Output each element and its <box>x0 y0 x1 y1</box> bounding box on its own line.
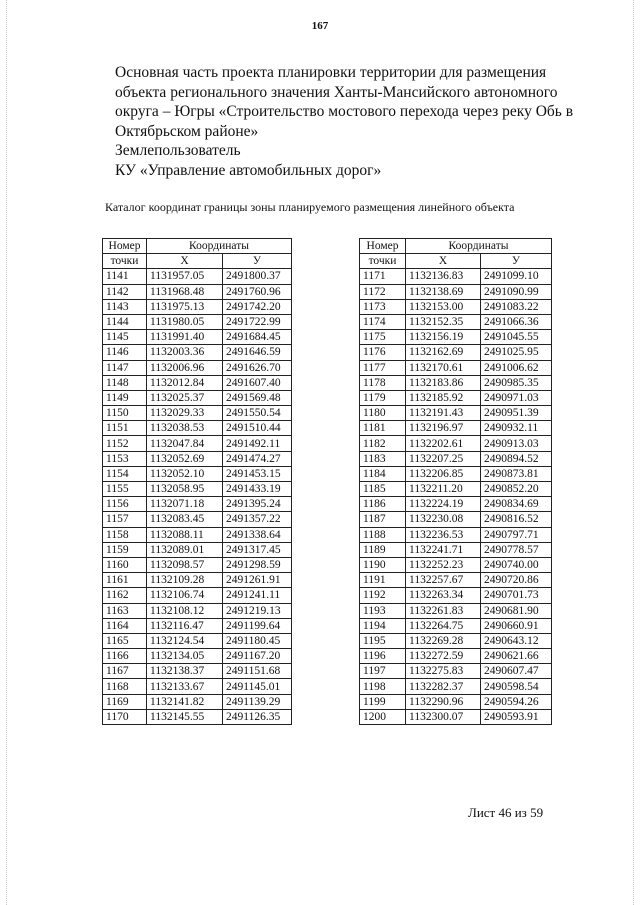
y-coordinate-cell: 2490643.12 <box>481 633 552 648</box>
x-coordinate-cell: 1132257.67 <box>406 573 481 588</box>
point-number-cell: 1163 <box>103 603 147 618</box>
x-coordinate-cell: 1132133.67 <box>147 679 223 694</box>
table-row <box>103 694 292 709</box>
y-coordinate-cell: 2491298.59 <box>223 557 292 572</box>
y-coordinate-cell: 2490720.86 <box>481 573 552 588</box>
table-row <box>360 709 552 724</box>
table-row <box>103 284 292 299</box>
y-coordinate-cell: 2490778.57 <box>481 542 552 557</box>
header-x: X <box>147 254 223 269</box>
y-coordinate-cell: 2490607.47 <box>481 664 552 679</box>
point-number-cell: 1172 <box>360 284 406 299</box>
y-coordinate-cell: 2491722.99 <box>223 314 292 329</box>
y-coordinate-cell: 2491025.95 <box>481 345 552 360</box>
table-row <box>360 497 552 512</box>
header-point-number: Номер <box>360 239 406 254</box>
point-number-cell: 1174 <box>360 314 406 329</box>
point-number-cell: 1162 <box>103 588 147 603</box>
point-number-cell: 1169 <box>103 694 147 709</box>
table-row <box>103 573 292 588</box>
y-coordinate-cell: 2490740.00 <box>481 557 552 572</box>
table-row <box>360 527 552 542</box>
document-heading <box>115 63 585 180</box>
x-coordinate-cell: 1132138.37 <box>147 664 223 679</box>
y-coordinate-cell: 2490951.39 <box>481 406 552 421</box>
point-number-cell: 1144 <box>103 314 147 329</box>
x-coordinate-cell: 1132145.55 <box>147 709 223 724</box>
table-row <box>360 406 552 421</box>
point-number-cell: 1187 <box>360 512 406 527</box>
x-coordinate-cell: 1131968.48 <box>147 284 223 299</box>
table-row <box>360 360 552 375</box>
point-number-cell: 1159 <box>103 542 147 557</box>
y-coordinate-cell: 2491453.15 <box>223 466 292 481</box>
x-coordinate-cell: 1132300.07 <box>406 709 481 724</box>
x-coordinate-cell: 1132098.57 <box>147 557 223 572</box>
y-coordinate-cell: 2491180.45 <box>223 633 292 648</box>
sheet-footer: Лист 46 из 59 <box>468 805 544 820</box>
x-coordinate-cell: 1132224.19 <box>406 497 481 512</box>
table-row <box>103 649 292 664</box>
x-coordinate-cell: 1132052.10 <box>147 466 223 481</box>
y-coordinate-cell: 2490985.35 <box>481 375 552 390</box>
table-row <box>103 436 292 451</box>
header-point-number: Номер <box>103 239 147 254</box>
y-coordinate-cell: 2491006.62 <box>481 360 552 375</box>
y-coordinate-cell: 2491066.36 <box>481 314 552 329</box>
header-coordinates: Координаты <box>406 239 552 254</box>
x-coordinate-cell: 1132025.37 <box>147 390 223 405</box>
y-coordinate-cell: 2490913.03 <box>481 436 552 451</box>
table-body-right <box>360 269 552 725</box>
y-coordinate-cell: 2491261.91 <box>223 573 292 588</box>
point-number-cell: 1157 <box>103 512 147 527</box>
x-coordinate-cell: 1132183.86 <box>406 375 481 390</box>
point-number-cell: 1168 <box>103 679 147 694</box>
y-coordinate-cell: 2490816.52 <box>481 512 552 527</box>
y-coordinate-cell: 2491626.70 <box>223 360 292 375</box>
x-coordinate-cell: 1132138.69 <box>406 284 481 299</box>
point-number-cell: 1167 <box>103 664 147 679</box>
point-number-cell: 1193 <box>360 603 406 618</box>
table-row <box>103 709 292 724</box>
table-row <box>360 375 552 390</box>
y-coordinate-cell: 2490932.11 <box>481 421 552 436</box>
point-number-cell: 1192 <box>360 588 406 603</box>
point-number-cell: 1166 <box>103 649 147 664</box>
y-coordinate-cell: 2491433.19 <box>223 482 292 497</box>
y-coordinate-cell: 2490598.54 <box>481 679 552 694</box>
point-number-cell: 1142 <box>103 284 147 299</box>
x-coordinate-cell: 1132071.18 <box>147 497 223 512</box>
x-coordinate-cell: 1132109.28 <box>147 573 223 588</box>
point-number-cell: 1164 <box>103 618 147 633</box>
table-row <box>103 618 292 633</box>
y-coordinate-cell: 2491474.27 <box>223 451 292 466</box>
scan-edge-right <box>633 0 635 905</box>
y-coordinate-cell: 2491800.37 <box>223 269 292 284</box>
table-row <box>360 314 552 329</box>
point-number-cell: 1150 <box>103 406 147 421</box>
table-row <box>103 375 292 390</box>
table-row <box>103 451 292 466</box>
table-row <box>103 557 292 572</box>
x-coordinate-cell: 1132088.11 <box>147 527 223 542</box>
x-coordinate-cell: 1132162.69 <box>406 345 481 360</box>
point-number-cell: 1145 <box>103 330 147 345</box>
x-coordinate-cell: 1132058.95 <box>147 482 223 497</box>
point-number-cell: 1161 <box>103 573 147 588</box>
table-row <box>103 497 292 512</box>
y-coordinate-cell: 2491607.40 <box>223 375 292 390</box>
y-coordinate-cell: 2491219.13 <box>223 603 292 618</box>
y-coordinate-cell: 2491045.55 <box>481 330 552 345</box>
x-coordinate-cell: 1132191.43 <box>406 406 481 421</box>
y-coordinate-cell: 2491167.20 <box>223 649 292 664</box>
table-row <box>103 603 292 618</box>
point-number-cell: 1165 <box>103 633 147 648</box>
table-row <box>360 694 552 709</box>
point-number-cell: 1173 <box>360 299 406 314</box>
y-coordinate-cell: 2491684.45 <box>223 330 292 345</box>
x-coordinate-cell: 1131980.05 <box>147 314 223 329</box>
table-row <box>360 421 552 436</box>
point-number-cell: 1147 <box>103 360 147 375</box>
point-number-cell: 1183 <box>360 451 406 466</box>
table-row <box>103 679 292 694</box>
y-coordinate-cell: 2490852.20 <box>481 482 552 497</box>
page-number: 167 <box>311 20 329 32</box>
x-coordinate-cell: 1132134.05 <box>147 649 223 664</box>
x-coordinate-cell: 1132006.96 <box>147 360 223 375</box>
table-row <box>103 527 292 542</box>
x-coordinate-cell: 1132206.85 <box>406 466 481 481</box>
y-coordinate-cell: 2490593.91 <box>481 709 552 724</box>
table-row <box>360 466 552 481</box>
table-row <box>360 330 552 345</box>
table-row <box>103 314 292 329</box>
x-coordinate-cell: 1132264.75 <box>406 618 481 633</box>
heading-line: КУ «Управление автомобильных дорог» <box>115 161 382 179</box>
point-number-cell: 1149 <box>103 390 147 405</box>
x-coordinate-cell: 1132089.01 <box>147 542 223 557</box>
header-x: X <box>406 254 481 269</box>
point-number-cell: 1177 <box>360 360 406 375</box>
table-row <box>360 542 552 557</box>
y-coordinate-cell: 2491126.35 <box>223 709 292 724</box>
x-coordinate-cell: 1131991.40 <box>147 330 223 345</box>
x-coordinate-cell: 1132185.92 <box>406 390 481 405</box>
table-row <box>103 345 292 360</box>
table-row <box>360 649 552 664</box>
table-row <box>360 588 552 603</box>
x-coordinate-cell: 1132136.83 <box>406 269 481 284</box>
point-number-cell: 1179 <box>360 390 406 405</box>
heading-line: Основная часть проекта планировки территории для размещения <box>115 64 547 81</box>
y-coordinate-cell: 2490621.66 <box>481 649 552 664</box>
table-row <box>103 542 292 557</box>
y-coordinate-cell: 2490797.71 <box>481 527 552 542</box>
header-point-label: точки <box>360 254 406 269</box>
table-row <box>103 482 292 497</box>
x-coordinate-cell: 1132269.28 <box>406 633 481 648</box>
table-row <box>360 618 552 633</box>
x-coordinate-cell: 1132108.12 <box>147 603 223 618</box>
table-row <box>360 390 552 405</box>
point-number-cell: 1158 <box>103 527 147 542</box>
point-number-cell: 1143 <box>103 299 147 314</box>
point-number-cell: 1155 <box>103 482 147 497</box>
point-number-cell: 1170 <box>103 709 147 724</box>
point-number-cell: 1182 <box>360 436 406 451</box>
y-coordinate-cell: 2490681.90 <box>481 603 552 618</box>
header-point-label: точки <box>103 254 147 269</box>
y-coordinate-cell: 2490971.03 <box>481 390 552 405</box>
heading-line: Землепользователь <box>115 142 241 159</box>
heading-line: объекта регионального значения Ханты-Мансийского автономного <box>115 83 558 101</box>
table-row <box>103 406 292 421</box>
y-coordinate-cell: 2491742.20 <box>223 299 292 314</box>
table-row <box>103 330 292 345</box>
table-row <box>360 557 552 572</box>
x-coordinate-cell: 1132272.59 <box>406 649 481 664</box>
y-coordinate-cell: 2491199.64 <box>223 618 292 633</box>
y-coordinate-cell: 2490660.91 <box>481 618 552 633</box>
y-coordinate-cell: 2490894.52 <box>481 451 552 466</box>
y-coordinate-cell: 2491760.96 <box>223 284 292 299</box>
x-coordinate-cell: 1131975.13 <box>147 299 223 314</box>
x-coordinate-cell: 1132029.33 <box>147 406 223 421</box>
table-row <box>360 284 552 299</box>
table-row <box>103 588 292 603</box>
table-row <box>360 436 552 451</box>
y-coordinate-cell: 2491241.11 <box>223 588 292 603</box>
point-number-cell: 1195 <box>360 633 406 648</box>
point-number-cell: 1160 <box>103 557 147 572</box>
y-coordinate-cell: 2491395.24 <box>223 497 292 512</box>
table-row <box>360 633 552 648</box>
table-row <box>360 451 552 466</box>
table-row <box>360 679 552 694</box>
x-coordinate-cell: 1132141.82 <box>147 694 223 709</box>
point-number-cell: 1199 <box>360 694 406 709</box>
x-coordinate-cell: 1132038.53 <box>147 421 223 436</box>
point-number-cell: 1178 <box>360 375 406 390</box>
x-coordinate-cell: 1132083.45 <box>147 512 223 527</box>
point-number-cell: 1154 <box>103 466 147 481</box>
x-coordinate-cell: 1132170.61 <box>406 360 481 375</box>
header-y: У <box>223 254 292 269</box>
x-coordinate-cell: 1132124.54 <box>147 633 223 648</box>
x-coordinate-cell: 1132236.53 <box>406 527 481 542</box>
x-coordinate-cell: 1132116.47 <box>147 618 223 633</box>
point-number-cell: 1148 <box>103 375 147 390</box>
point-number-cell: 1141 <box>103 269 147 284</box>
x-coordinate-cell: 1132047.84 <box>147 436 223 451</box>
point-number-cell: 1200 <box>360 709 406 724</box>
x-coordinate-cell: 1132282.37 <box>406 679 481 694</box>
table-row <box>103 664 292 679</box>
y-coordinate-cell: 2491510.44 <box>223 421 292 436</box>
table-row <box>360 345 552 360</box>
heading-line: округа – Югры «Строительство мостового перехода через реку Обь в <box>115 103 574 120</box>
table-row <box>360 269 552 284</box>
y-coordinate-cell: 2491145.01 <box>223 679 292 694</box>
y-coordinate-cell: 2491099.10 <box>481 269 552 284</box>
point-number-cell: 1181 <box>360 421 406 436</box>
table-row <box>103 299 292 314</box>
point-number-cell: 1185 <box>360 482 406 497</box>
x-coordinate-cell: 1132003.36 <box>147 345 223 360</box>
x-coordinate-cell: 1132153.00 <box>406 299 481 314</box>
table-row <box>103 360 292 375</box>
y-coordinate-cell: 2491139.29 <box>223 694 292 709</box>
point-number-cell: 1194 <box>360 618 406 633</box>
point-number-cell: 1151 <box>103 421 147 436</box>
table-row <box>360 664 552 679</box>
point-number-cell: 1171 <box>360 269 406 284</box>
x-coordinate-cell: 1132106.74 <box>147 588 223 603</box>
y-coordinate-cell: 2491492.11 <box>223 436 292 451</box>
header-y: У <box>481 254 552 269</box>
y-coordinate-cell: 2490834.69 <box>481 497 552 512</box>
point-number-cell: 1191 <box>360 573 406 588</box>
y-coordinate-cell: 2491550.54 <box>223 406 292 421</box>
y-coordinate-cell: 2491569.48 <box>223 390 292 405</box>
header-coordinates: Координаты <box>147 239 292 254</box>
scan-edge-left <box>6 0 8 905</box>
x-coordinate-cell: 1132241.71 <box>406 542 481 557</box>
point-number-cell: 1176 <box>360 345 406 360</box>
heading-line: Октябрьском районе» <box>115 122 259 140</box>
catalog-title: Каталог координат границы зоны планируемого размещения линейного объекта <box>105 200 515 214</box>
table-row <box>360 512 552 527</box>
point-number-cell: 1196 <box>360 649 406 664</box>
y-coordinate-cell: 2490594.26 <box>481 694 552 709</box>
point-number-cell: 1152 <box>103 436 147 451</box>
coordinates-table-right <box>359 238 552 725</box>
y-coordinate-cell: 2490701.73 <box>481 588 552 603</box>
y-coordinate-cell: 2491357.22 <box>223 512 292 527</box>
point-number-cell: 1180 <box>360 406 406 421</box>
table-row <box>360 603 552 618</box>
x-coordinate-cell: 1132207.25 <box>406 451 481 466</box>
point-number-cell: 1197 <box>360 664 406 679</box>
y-coordinate-cell: 2491151.68 <box>223 664 292 679</box>
y-coordinate-cell: 2491317.45 <box>223 542 292 557</box>
x-coordinate-cell: 1132012.84 <box>147 375 223 390</box>
y-coordinate-cell: 2491083.22 <box>481 299 552 314</box>
point-number-cell: 1175 <box>360 330 406 345</box>
x-coordinate-cell: 1132261.83 <box>406 603 481 618</box>
table-row <box>360 299 552 314</box>
point-number-cell: 1146 <box>103 345 147 360</box>
x-coordinate-cell: 1132290.96 <box>406 694 481 709</box>
x-coordinate-cell: 1132202.61 <box>406 436 481 451</box>
point-number-cell: 1198 <box>360 679 406 694</box>
x-coordinate-cell: 1132196.97 <box>406 421 481 436</box>
x-coordinate-cell: 1132152.35 <box>406 314 481 329</box>
point-number-cell: 1190 <box>360 557 406 572</box>
point-number-cell: 1188 <box>360 527 406 542</box>
table-row <box>103 633 292 648</box>
table-row <box>103 512 292 527</box>
coordinates-table-left <box>102 238 292 725</box>
x-coordinate-cell: 1132211.20 <box>406 482 481 497</box>
y-coordinate-cell: 2491090.99 <box>481 284 552 299</box>
y-coordinate-cell: 2490873.81 <box>481 466 552 481</box>
point-number-cell: 1153 <box>103 451 147 466</box>
table-row <box>103 466 292 481</box>
y-coordinate-cell: 2491338.64 <box>223 527 292 542</box>
table-row <box>360 482 552 497</box>
x-coordinate-cell: 1132156.19 <box>406 330 481 345</box>
table-row <box>103 269 292 284</box>
y-coordinate-cell: 2491646.59 <box>223 345 292 360</box>
point-number-cell: 1184 <box>360 466 406 481</box>
x-coordinate-cell: 1131957.05 <box>147 269 223 284</box>
table-row <box>360 573 552 588</box>
x-coordinate-cell: 1132263.34 <box>406 588 481 603</box>
table-row <box>103 421 292 436</box>
x-coordinate-cell: 1132252.23 <box>406 557 481 572</box>
point-number-cell: 1189 <box>360 542 406 557</box>
x-coordinate-cell: 1132275.83 <box>406 664 481 679</box>
table-row <box>103 390 292 405</box>
x-coordinate-cell: 1132230.08 <box>406 512 481 527</box>
table-body-left <box>103 269 292 725</box>
point-number-cell: 1186 <box>360 497 406 512</box>
x-coordinate-cell: 1132052.69 <box>147 451 223 466</box>
point-number-cell: 1156 <box>103 497 147 512</box>
